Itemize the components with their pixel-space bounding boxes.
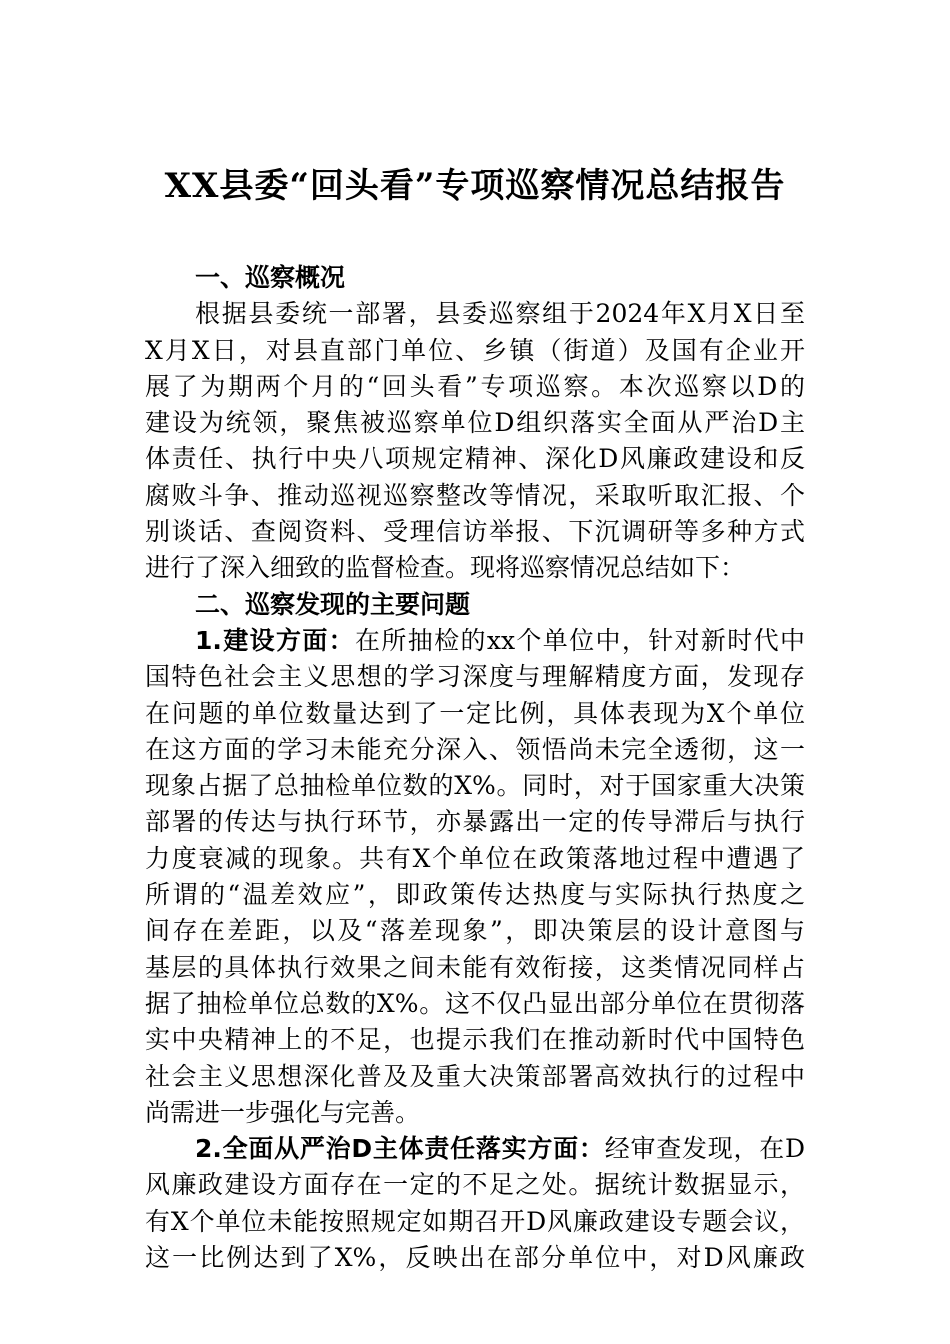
paragraph-line: 基层的具体执行效果之间未能有效衔接，这类情况同样占 [145,952,805,982]
paragraph-line: 尚需进一步强化与完善。 [145,1097,421,1127]
item-lead-party-governance: 2.全面从严治D主体责任落实方面： [195,1134,605,1164]
paragraph-line: 所谓的“温差效应”，即政策传达热度与实际执行热度之 [145,880,805,910]
item-first-text: 经审查发现，在D [604,1134,805,1164]
paragraph-line: 风廉政建设方面存在一定的不足之处。据统计数据显示， [145,1170,805,1200]
paragraph-line: 在问题的单位数量达到了一定比例，具体表现为X个单位 [145,698,805,728]
paragraph-line: 进行了深入细致的监督检查。现将巡察情况总结如下： [145,553,746,583]
paragraph-line: 在这方面的学习未能充分深入、领悟尚未完全透彻，这一 [145,734,805,764]
item-first-text: 在所抽检的xx个单位中，针对新时代中 [355,625,805,655]
section-heading-problems: 二、巡察发现的主要问题 [195,589,471,619]
item-first-line [145,623,805,659]
paragraph-line: 根据县委统一部署，县委巡察组于2024年X月X日至 [195,299,805,329]
paragraph-line: 展了为期两个月的“回头看”专项巡察。本次巡察以D的 [145,371,805,401]
paragraph-line: 社会主义思想深化普及及重大决策部署高效执行的过程中 [145,1061,805,1091]
paragraph-line: 部署的传达与执行环节，亦暴露出一定的传导滞后与执行 [145,807,805,837]
section-heading-overview: 一、巡察概况 [195,263,346,292]
paragraph-line: 这一比例达到了X%，反映出在部分单位中，对D风廉政 [145,1243,805,1273]
item-first-line [145,1131,805,1167]
paragraph-line: 国特色社会主义思想的学习深度与理解精度方面，发现存 [145,662,805,692]
document-body [145,260,805,1276]
paragraph-line: 腐败斗争、推动巡视巡察整改等情况，采取听取汇报、个 [145,480,805,510]
item-lead-construction: 1.建设方面： [195,625,356,655]
paragraph-line: 间存在差距，以及“落差现象”，即决策层的设计意图与 [145,916,805,946]
paragraph-line: 有X个单位未能按照规定如期召开D风廉政建设专题会议， [145,1206,805,1236]
paragraph-line: 建设为统领，聚焦被巡察单位D组织落实全面从严治D主 [145,408,805,438]
paragraph-line: 现象占据了总抽检单位数的X%。同时，对于国家重大决策 [145,771,805,801]
paragraph-line: 别谈话、查阅资料、受理信访举报、下沉调研等多种方式 [145,517,805,547]
paragraph-line: 力度衰减的现象。共有X个单位在政策落地过程中遭遇了 [145,843,805,873]
document-title: XX县委“回头看”专项巡察情况总结报告 [164,166,786,206]
paragraph-line: 据了抽检单位总数的X%。这不仅凸显出部分单位在贯彻落 [145,988,805,1018]
paragraph-line: X月X日，对县直部门单位、乡镇（街道）及国有企业开 [145,335,805,365]
paragraph-line: 实中央精神上的不足，也提示我们在推动新时代中国特色 [145,1025,805,1055]
paragraph-line: 体责任、执行中央八项规定精神、深化D风廉政建设和反 [145,444,805,474]
